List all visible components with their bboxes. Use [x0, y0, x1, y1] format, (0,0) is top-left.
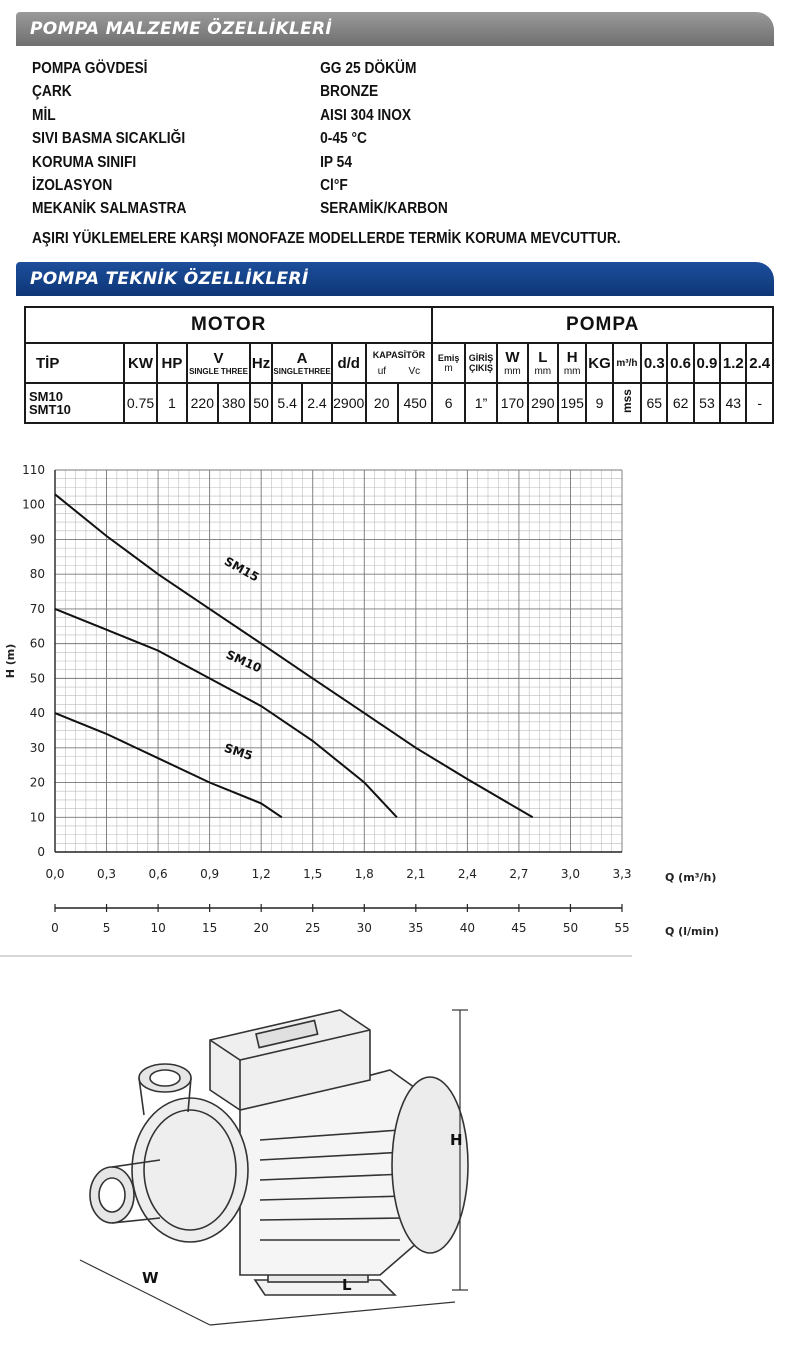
cell-tip	[25, 383, 124, 423]
x2-tick-label: 45	[511, 921, 527, 935]
col-flow-unit: m³/h	[613, 343, 641, 383]
cell-cap-vc: 450	[398, 383, 432, 423]
y-tick-label: 30	[29, 740, 45, 755]
model-name: SM10	[29, 389, 63, 404]
y-tick-label: 100	[22, 497, 45, 512]
x2-tick-label: 20	[253, 921, 269, 935]
col-suction-unit: m	[444, 362, 453, 374]
cell-length: 290	[528, 383, 558, 423]
thermal-protection-note: AŞIRI YÜKLEMELERE KARŞI MONOFAZE MODELLERDE TERMİK KORUMA MEVCUTTUR.	[32, 230, 621, 247]
material-label: MEKANİK SALMASTRA	[32, 200, 187, 218]
dimension-l-label: L	[342, 1276, 352, 1294]
group-header-row	[25, 307, 773, 343]
performance-chart	[0, 452, 800, 962]
y-tick-label: 90	[29, 532, 45, 547]
col-current	[272, 343, 332, 383]
table-row	[25, 383, 773, 423]
x-tick-label: 0,9	[200, 867, 220, 881]
x-tick-label: 1,8	[354, 867, 374, 881]
pump-group-header: POMPA	[432, 307, 773, 343]
mss-label: mss	[619, 389, 634, 414]
col-voltage-label: V	[213, 350, 224, 367]
material-row	[32, 198, 634, 221]
col-suction-label: Emiş	[437, 352, 460, 363]
col-flow: 0.6	[667, 343, 693, 383]
y-tick-label: 60	[29, 636, 45, 651]
dimension-w-label: W	[142, 1269, 159, 1287]
col-outlet-label: ÇIKIŞ	[469, 363, 494, 373]
material-row	[32, 105, 634, 128]
pump-illustration	[90, 1010, 468, 1295]
x-tick-label: 3,0	[560, 867, 581, 881]
y-tick-label: 10	[29, 810, 45, 825]
motor-group-header: MOTOR	[25, 307, 432, 343]
y-tick-label: 40	[29, 706, 45, 721]
cell-rpm: 2900	[332, 383, 366, 423]
col-inlet-outlet	[465, 343, 497, 383]
col-height	[558, 343, 586, 383]
y-tick-label: 0	[37, 845, 45, 859]
x2-tick-label: 35	[408, 921, 424, 935]
cell-cap-uf: 20	[366, 383, 398, 423]
y-tick-label: 70	[29, 601, 45, 616]
col-height-label: H	[566, 349, 578, 366]
col-suction	[432, 343, 464, 383]
x-tick-label: 2,1	[406, 867, 426, 881]
col-current-single: SINGLE	[273, 367, 304, 376]
technical-section-header	[16, 262, 774, 296]
material-section-title: POMPA MALZEME ÖZELLİKLERİ	[30, 19, 333, 39]
pump-drawing	[60, 990, 540, 1340]
x-tick-label: 1,5	[303, 867, 323, 881]
material-label: ÇARK	[32, 83, 72, 101]
cell-v-three: 380	[218, 383, 250, 423]
material-row	[32, 152, 634, 175]
y-tick-label: 80	[29, 567, 45, 582]
material-value: 0-45 °C	[320, 130, 367, 148]
chart-grid	[55, 470, 622, 852]
x2-tick-label: 30	[356, 921, 372, 935]
cell-width: 170	[497, 383, 527, 423]
cell-inlet: 1”	[465, 383, 497, 423]
x-tick-label: 0,3	[96, 867, 117, 881]
cell-head: 62	[667, 383, 693, 423]
x-tick-label: 3,3	[612, 867, 632, 881]
cell-hz: 50	[250, 383, 272, 423]
col-voltage-three: THREE	[220, 367, 248, 376]
col-current-label: A	[296, 350, 308, 367]
col-height-unit: mm	[563, 366, 581, 377]
col-inlet-label: GİRİŞ	[468, 353, 494, 363]
cell-suction: 6	[432, 383, 464, 423]
x2-tick-label: 5	[102, 921, 111, 935]
col-kw: KW	[124, 343, 156, 383]
material-row	[32, 58, 634, 81]
col-flow: 0.3	[641, 343, 667, 383]
y-axis-title: H (m)	[4, 643, 17, 679]
material-value: Cl°F	[320, 176, 348, 194]
x-tick-label: 1,2	[251, 867, 271, 881]
col-tip: TİP	[25, 343, 124, 383]
col-length	[528, 343, 558, 383]
column-header-row	[25, 343, 773, 383]
x2-tick-label: 15	[201, 921, 218, 935]
col-capacitor-label: KAPASİTÖR	[372, 349, 426, 360]
col-current-three: THREE	[303, 367, 331, 376]
cell-height: 195	[558, 383, 586, 423]
model-name: SMT10	[29, 402, 71, 417]
cell-a-single: 5.4	[272, 383, 302, 423]
x2-axis-title: Q (l/min)	[665, 925, 720, 938]
col-length-unit: mm	[534, 366, 552, 377]
x2-tick-label: 10	[150, 921, 166, 935]
x2-tick-label: 0	[51, 921, 59, 935]
material-list	[32, 58, 732, 222]
material-label: KORUMA SINIFI	[32, 153, 137, 171]
col-length-label: L	[538, 349, 548, 366]
col-flow: 2.4	[746, 343, 773, 383]
series-label: SM10	[223, 647, 264, 676]
col-width	[497, 343, 527, 383]
dimension-h-label: H	[450, 1131, 463, 1149]
cell-weight: 9	[586, 383, 612, 423]
x2-tick-label: 50	[562, 921, 579, 935]
col-voltage-single: SINGLE	[189, 367, 219, 376]
col-width-label: W	[505, 349, 520, 366]
col-rpm: d/d	[332, 343, 366, 383]
col-voltage	[187, 343, 250, 383]
material-value: GG 25 DÖKÜM	[320, 60, 417, 77]
material-label: SIVI BASMA SICAKLIĞI	[32, 130, 186, 148]
x-axis-title: Q (m³/h)	[665, 871, 717, 884]
material-value: SERAMİK/KARBON	[320, 200, 448, 218]
col-capacitor	[366, 343, 433, 383]
x2-tick-label: 55	[614, 921, 630, 935]
material-row	[32, 81, 634, 104]
col-weight: KG	[586, 343, 612, 383]
col-flow: 1.2	[720, 343, 746, 383]
x-tick-label: 2,7	[509, 867, 529, 881]
y-tick-label: 50	[29, 671, 45, 686]
material-section-header	[16, 12, 774, 46]
cell-head: 53	[694, 383, 720, 423]
material-value: IP 54	[320, 153, 352, 171]
cell-a-three: 2.4	[302, 383, 332, 423]
cell-mss	[613, 383, 641, 423]
x-tick-label: 0,6	[148, 867, 168, 881]
col-capacitor-vc: Vc	[408, 365, 421, 377]
col-flow: 0.9	[694, 343, 720, 383]
x2-tick-label: 25	[305, 921, 321, 935]
chart-series	[55, 494, 533, 817]
series-line-sm15	[55, 494, 533, 817]
series-label: SM15	[221, 554, 262, 585]
x-tick-label: 0,0	[45, 867, 65, 881]
cell-kw: 0.75	[124, 383, 156, 423]
material-label: İZOLASYON	[32, 176, 113, 194]
series-label: SM5	[222, 740, 255, 764]
cell-hp: 1	[157, 383, 187, 423]
cell-head: 65	[641, 383, 667, 423]
x2-tick-label: 40	[459, 921, 476, 935]
col-hp: HP	[157, 343, 187, 383]
material-row	[32, 175, 634, 198]
material-value: BRONZE	[320, 83, 379, 101]
material-row	[32, 128, 634, 151]
x-tick-label: 2,4	[457, 867, 477, 881]
technical-section-title: POMPA TEKNİK ÖZELLİKLERİ	[30, 269, 309, 289]
col-capacitor-uf: uf	[377, 365, 387, 377]
cell-head: -	[746, 383, 773, 423]
chart-labels	[222, 554, 264, 763]
cell-head: 43	[720, 383, 746, 423]
material-label: MİL	[32, 106, 56, 124]
material-value: AISI 304 INOX	[320, 106, 412, 124]
material-label: POMPA GÖVDESİ	[32, 60, 148, 77]
spec-table	[24, 306, 774, 424]
col-hz: Hz	[250, 343, 272, 383]
y-tick-label: 110	[22, 463, 45, 477]
cell-v-single: 220	[187, 383, 217, 423]
y-tick-label: 20	[29, 775, 45, 790]
col-width-unit: mm	[504, 366, 521, 377]
